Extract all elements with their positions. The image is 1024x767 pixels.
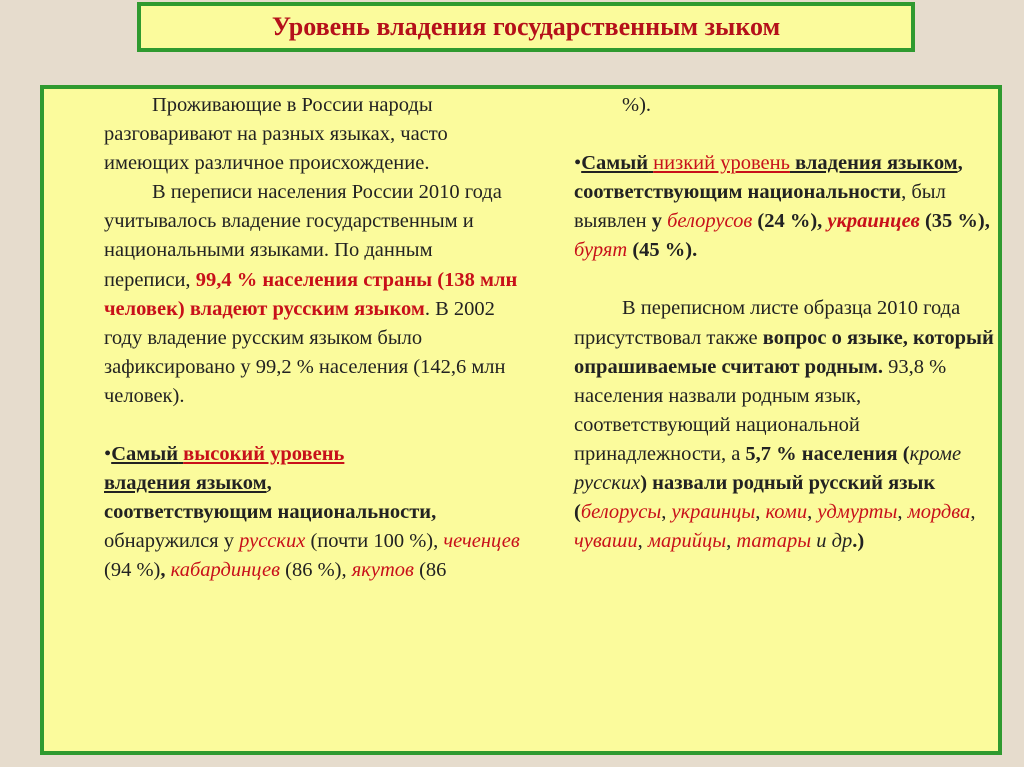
native-text-2: 93,8 % населения назвали родным язык, соответствующий национальной принадлежности, а: [574, 355, 947, 465]
nation-ukr: украинцев: [827, 210, 920, 233]
native-text: В переписном листе образца 2010 года присутствовал также: [574, 297, 961, 349]
sep: ,: [726, 530, 737, 553]
low-sootv: , соответствующим национальности: [574, 152, 963, 204]
slide-title: Уровень владения государственным зыком: [137, 2, 915, 52]
native-question: вопрос о языке, который опрашиваемые считают родным.: [574, 326, 994, 378]
high-found: обнаружился у: [104, 530, 240, 553]
low-level-label: низкий уровень: [653, 152, 790, 175]
nation-chechen: чеченцев: [443, 530, 520, 553]
list-mari: марийцы: [647, 530, 727, 553]
native-named: ) назвали родный русский язык (: [574, 472, 936, 524]
nation-kabard-value: (86 %),: [280, 559, 352, 582]
low-samyi: Самый: [581, 152, 649, 175]
native-krome: кроме русских: [574, 442, 962, 495]
sep: ,: [661, 501, 672, 524]
list-end: .): [852, 530, 865, 553]
low-u: у: [651, 210, 662, 233]
low-vladenia: владения языком: [789, 152, 958, 175]
paragraph-high-level: [104, 440, 524, 585]
sep: ,: [807, 501, 818, 524]
nation-buryat-value: (45 %).: [627, 239, 698, 262]
nation-buryat: бурят: [574, 239, 628, 262]
census-highlight: 99,4 % населения страны (138 млн человек) владеют русским языком: [104, 268, 518, 320]
nation-yakut-value: (86: [413, 559, 447, 582]
nation-yakut: якутов: [351, 559, 414, 582]
sep: ,: [755, 501, 766, 524]
high-samyi: Самый: [111, 443, 179, 466]
paragraph-census: [104, 178, 524, 411]
census-text-2: . В 2002 году владение русским языком было зафиксировано у 99,2 % населения (142,6 млн человек).: [104, 297, 506, 407]
paragraph-native-language: [574, 294, 994, 556]
list-mordva: мордва: [907, 501, 971, 524]
continuation: %).: [622, 94, 652, 116]
list-chuv: чуваши: [574, 530, 638, 553]
low-found: , был выявлен: [574, 181, 946, 233]
left-column: [104, 91, 524, 586]
paragraph-peoples: Проживающие в России народы разговаривают на разных языках, часто имеющих различное происхождение.: [104, 94, 448, 175]
nation-russian: русских: [239, 530, 306, 553]
native-percent: 5,7 % населения (: [745, 442, 910, 465]
list-ukr: украинцы: [671, 501, 756, 524]
nation-belarus-value: (24 %),: [752, 210, 828, 233]
high-vladenia: владения языком: [104, 472, 267, 495]
nation-kabard: кабардинцев: [170, 559, 281, 582]
nation-belarus: белорусов: [667, 210, 753, 233]
census-text: В переписи населения России 2010 года учитывалось владение государственным и национальными языками. По данным переписи,: [104, 181, 502, 291]
right-column: [574, 91, 994, 556]
list-udm: удмурты: [817, 501, 898, 524]
comma-2: ,: [160, 559, 166, 582]
nation-chechen-value: (94 %): [104, 559, 161, 582]
bullet: •: [104, 443, 112, 466]
nation-russian-value: (почти 100 %),: [305, 530, 444, 553]
sep: ,: [897, 501, 908, 524]
sep: ,: [970, 501, 976, 524]
list-komi: коми: [765, 501, 808, 524]
content-panel: [40, 85, 1002, 755]
high-sootv: соответствующим национальности,: [104, 501, 437, 524]
list-belarusy: белорусы: [580, 501, 662, 524]
nation-ukr-value: (35 %),: [919, 210, 990, 233]
comma: ,: [266, 472, 272, 495]
paragraph-low-level: [574, 149, 994, 265]
bullet: •: [574, 152, 582, 175]
high-level-label: высокий уровень: [183, 443, 345, 466]
list-idr: и др: [816, 530, 853, 553]
sep: ,: [637, 530, 648, 553]
list-tatar: татары: [736, 530, 812, 553]
